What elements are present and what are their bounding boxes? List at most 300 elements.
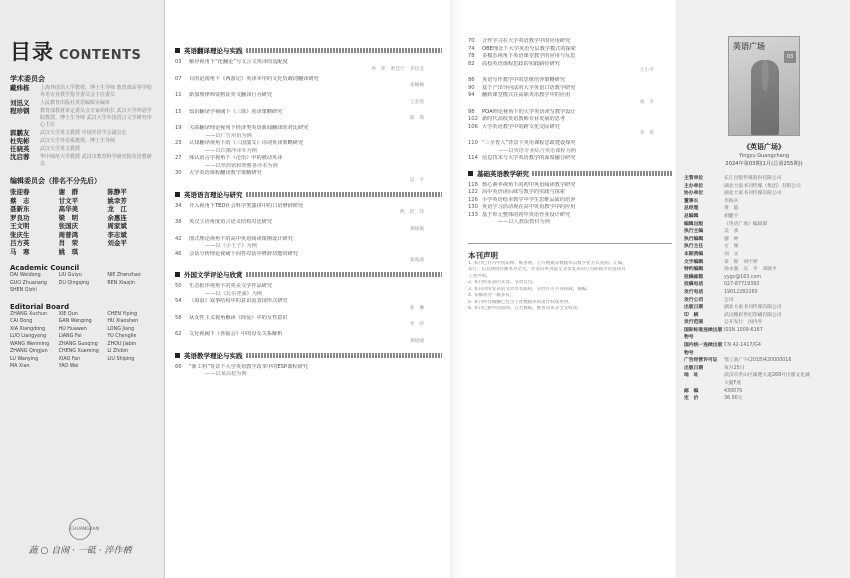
toc-entry[interactable] (468, 197, 672, 205)
editor-name: 周普鸿 (58, 230, 79, 239)
article-title: 英语写作教学中的思维培养策略研究 (482, 77, 566, 83)
editor-name: 陈静平 (107, 188, 127, 196)
notice-line: 发行、信息网络传播本刊全文。作者向本刊提交文章发表的行为即视为同意我刊 (468, 267, 626, 272)
masthead-key: 执行主编 (684, 229, 704, 235)
editor-name: 张迎春 (10, 188, 30, 196)
advisor-row (10, 108, 156, 129)
section-label: 外国文学评论与欣赏 (184, 271, 243, 279)
toc-entry[interactable] (175, 125, 442, 133)
masthead-value: 黄 霞 (724, 206, 739, 212)
page-number: 50 (175, 283, 182, 289)
advisor-name: 戴炜栋 (10, 84, 30, 92)
board-name: LIANG Fei (58, 334, 82, 339)
masthead-key: 总经理 (684, 206, 699, 212)
masthead-row (684, 221, 844, 229)
advisory-heading: 学术委员会 (10, 75, 45, 83)
statue-image (751, 60, 779, 135)
section-rule (246, 192, 443, 197)
article-title: 目的论视角下《西游记》英译本中的文化负载词翻译研究 (189, 75, 319, 82)
article-title: ——以广告用语为例 (205, 132, 252, 139)
board-name: CHENG Xueming (58, 349, 99, 354)
article-title: 翻转课堂模式在高职英语教学中的应用 (482, 92, 571, 98)
toc-entry[interactable] (468, 155, 672, 163)
page-number (175, 163, 189, 171)
masthead-row (684, 297, 844, 305)
advisor-row (10, 146, 156, 153)
article-title: 大学英语课程翻译教学策略研究 (189, 170, 262, 176)
board-name: LU Wanying (10, 356, 39, 362)
article-title: 生态批评视角下的英美文学作品研究 (189, 283, 273, 289)
editor-name: 余惠连 (107, 213, 127, 222)
masthead-key: 特约编辑 (684, 267, 704, 273)
toc-entry[interactable] (468, 46, 672, 54)
advisor-desc: 武汉大学英文教授 中国外语学会副会长 (40, 130, 127, 136)
masthead-key: 出版日期 (684, 305, 704, 311)
article-title: ——以人教版教材为例 (498, 219, 550, 225)
toc-entry[interactable] (468, 109, 672, 117)
page-number: 106 (468, 123, 478, 130)
article-authors: 吴 平 (409, 177, 424, 183)
council-name: DU Qingqing (58, 280, 90, 286)
masthead-row (684, 380, 844, 388)
notice-line: 上述声明。 (468, 273, 491, 279)
article-title: 合作学习在大学英语教学中的应用研究 (482, 38, 571, 44)
masthead-value: 长江出版传媒股份有限公司 (724, 176, 782, 181)
advisor-desc: 上海外国语大学教授、博士生导师 教育部高等学校外语专业教学指导委员会主任委员 (40, 85, 152, 98)
logo-seal-icon: CHUANGKAN (69, 518, 91, 540)
article-title: 基于产出导向法的大学英语口语教学研究 (482, 84, 576, 91)
toc-entry[interactable] (468, 124, 672, 132)
toc-entry[interactable] (468, 92, 672, 100)
toc-entry[interactable] (175, 283, 442, 291)
article-title: 会话分析理论视阈下问答对话中修辞功能的研究 (189, 250, 298, 257)
council-name: DAI Weidong (10, 273, 41, 278)
toc-entry[interactable] (175, 203, 442, 211)
masthead-value: 每月25日 (724, 365, 745, 371)
masthead-row (684, 183, 844, 191)
cover-title: 英语广场 (733, 42, 765, 51)
board-name: HU Xiaoshen (107, 319, 138, 324)
page-number: 82 (468, 60, 475, 67)
toc-entry[interactable] (175, 364, 442, 372)
board-name: LUO Liangyong (10, 334, 47, 339)
masthead-key: 国内统一连续出版物号 (684, 343, 723, 356)
board-name: GAN Wenping (58, 319, 92, 324)
masthead-value: 湖北大家书刊传媒有限公司 (724, 305, 782, 311)
advisory-list (10, 85, 156, 168)
article-title: 文化视阈下《喜福会》中的母女关系解析 (189, 331, 283, 337)
masthead-row (684, 327, 844, 342)
editorial-names (10, 188, 156, 256)
section-entries (175, 203, 442, 265)
page-number: 110 (468, 140, 478, 146)
page-number: 86 (468, 77, 475, 83)
article-title: 关联翻译理论视角下经济类英语新闻翻译的对比研究 (189, 125, 309, 131)
masthead-key: 国际标准连续出版物号 (684, 327, 723, 341)
board-name (107, 363, 156, 371)
masthead-key: 发行电话 (684, 289, 704, 295)
editor-name: 王文明 (10, 222, 30, 230)
article-title: 英汉主语角度语言语义结构对比研究 (189, 219, 273, 225)
article-subtitle[interactable] (468, 148, 672, 156)
toc-entry[interactable] (175, 155, 442, 163)
masthead-value: 方 俊 (724, 244, 739, 250)
masthead-row (684, 213, 844, 221)
masthead-key: 投稿电话 (684, 282, 704, 288)
board-names (10, 311, 156, 371)
page-number (175, 133, 189, 141)
masthead-row (684, 236, 844, 244)
article-authors: 刘晓丽 (409, 338, 424, 344)
editorial-heading: 编辑委员会（排名不分先后） (10, 177, 101, 185)
notice-body (468, 261, 672, 313)
masthead-row (684, 357, 844, 365)
article-title: 体认语言学视角下《论语》中的被动英译 (189, 155, 283, 161)
council-name: SHEN Qizhi (10, 288, 37, 293)
page-number: 118 (468, 181, 478, 188)
section-header (175, 351, 442, 360)
masthead-value: 徐永强 吴 平 邓晓平 (724, 267, 777, 273)
page-number: 19 (175, 125, 182, 131)
board-name: MA Xian (10, 364, 30, 369)
article-title: ——以许渊冲译本为例 (205, 147, 257, 154)
toc-entry[interactable] (468, 61, 672, 69)
masthead-value: ISSN 1009-6167 (724, 327, 763, 333)
page-number (175, 371, 189, 379)
board-name: YU Chenglie (107, 334, 137, 339)
masthead-value: 公司 (724, 297, 734, 303)
article-subtitle[interactable] (175, 133, 442, 141)
masthead-row (684, 251, 844, 259)
advisor-desc: 武汉大学外语系教授、博士生导师 (40, 138, 116, 144)
section-header (175, 270, 442, 279)
article-title: 认知翻译视角下的《三国演义》诗词英译策略研究 (189, 140, 304, 146)
board-name: CAI Dong (10, 319, 33, 324)
advisor-name: 郭鹏友 (10, 129, 30, 137)
masthead-key (684, 380, 724, 388)
masthead-key: 执行编辑 (684, 236, 704, 242)
editor-name: 李志斌 (107, 230, 127, 239)
masthead-row (684, 388, 844, 396)
notice-line: 2. 本刊所发表的文章，文责自负。 (468, 280, 537, 285)
toc-entry[interactable] (175, 170, 442, 178)
article-title: 基于单元整体的初中英语作业设计研究 (482, 211, 571, 218)
masthead-row (684, 198, 844, 206)
council-name: NIE Zhenzhao (107, 273, 141, 278)
page-number: 58 (175, 314, 182, 321)
masthead-info (684, 175, 844, 403)
board-heading: Editorial Board (10, 302, 70, 311)
section-bullet-icon (175, 353, 180, 358)
masthead-value: 430070 (724, 388, 743, 394)
page-number: 133 (468, 211, 478, 218)
section-label: 英语翻译理论与实践 (184, 47, 243, 55)
magazine-pinyin: Yingyu Guangchang (738, 153, 790, 159)
advisor-row (10, 130, 156, 137)
council-name: REN Xiaojin (107, 280, 136, 286)
article-title: OBE理念下大学英语分层教学模式的探索 (482, 45, 576, 52)
title-english: CONTENTS (59, 48, 142, 63)
masthead-value: 李海兵 (724, 198, 739, 204)
toc-entry[interactable] (468, 53, 672, 61)
masthead-key: 出版日期 (684, 365, 704, 371)
notice-line: 1. 本刊已许可中国知网、维普网、万方数据等数据库以数字化方式复制、汇编、 (468, 260, 627, 266)
notice-line: 3. 本刊对所发表的文章享有版权，未经许可不得转载、摘编。 (468, 286, 591, 292)
article-title: 高中英语读后续写教学的实践与探索 (482, 189, 566, 195)
article-title: ——以《小王子》为例 (205, 243, 257, 249)
page-number: 27 (175, 155, 182, 161)
article-title: 高校英语课程思政的实践路径研究 (482, 60, 560, 67)
article-title: 小学英语绘本教学中学生思维品质的培养 (482, 196, 576, 203)
masthead-value: 湖北大家书刊传媒（集团）有限公司 (724, 183, 801, 189)
article-title: 介入视角下TED社会科学类演讲中的口语修辞研究 (189, 202, 304, 209)
toc-entry[interactable] (468, 182, 672, 190)
page-number: 130 (468, 204, 478, 210)
article-title: “三全育人”背景下英语课程思政建设探究 (482, 140, 576, 146)
editor-name: 马 寒 (10, 247, 30, 256)
page-number: 03 (175, 59, 182, 65)
board-name: CHEN Yiping (107, 311, 137, 317)
advisor-row (10, 100, 156, 107)
board-name: ZHANG Qingjun (10, 349, 48, 354)
article-title: 大学英语教学中的跨文化交际研究 (482, 123, 560, 130)
editor-name: 吕方英 (10, 239, 30, 247)
notice-title: 本刊声明 (468, 243, 672, 261)
toc-entry[interactable] (175, 109, 442, 117)
article-title: 新加坡律师资格证英文翻译行为研究 (189, 92, 273, 98)
masthead-row (684, 274, 844, 282)
board-name: YAO Wei (58, 364, 79, 369)
board-name: ZHANG Guoqing (58, 341, 98, 347)
section-bullet-icon (175, 48, 180, 53)
masthead-row (684, 342, 844, 357)
publisher-logo (20, 518, 140, 570)
masthead-key: 定 价 (684, 396, 699, 402)
council-heading: Academic Council (10, 264, 80, 272)
masthead-value: 刘 文 (724, 251, 739, 257)
masthead-key: 发行范围 (684, 320, 704, 326)
editor-name: 罗良功 (10, 213, 30, 222)
board-name: XIE Qun (58, 311, 78, 317)
masthead-key: 地 址 (684, 373, 699, 379)
section-label: 英语教学理论与实践 (184, 351, 243, 360)
masthead-row (684, 259, 844, 267)
article-subtitle[interactable] (175, 243, 442, 251)
board-name: ZHOU Jiabin (107, 341, 137, 347)
masthead-key: 文字编辑 (684, 259, 704, 265)
notice-line: 6. 本刊已被中国知网、万方数据、维普资讯等全文收录。 (468, 306, 582, 311)
masthead-row (684, 312, 844, 320)
toc-entry[interactable] (468, 212, 672, 220)
article-subtitle[interactable] (175, 163, 442, 171)
title-chinese: 目录 (10, 40, 54, 64)
article-authors: 张海波 (409, 258, 424, 263)
masthead-key: 主管单位 (684, 176, 704, 181)
masthead-value: 吴 承 (724, 229, 739, 235)
masthead-row (684, 304, 844, 312)
article-title: 多模态视角下英语课堂教学的应用与反思 (482, 53, 576, 59)
article-title: 图式理论视角下的高中英语阅读课例设计研究 (189, 235, 293, 242)
toc-entry[interactable] (175, 76, 442, 84)
toc-entry[interactable] (175, 59, 442, 67)
advisor-desc: 武汉大学英文教授 (40, 146, 81, 152)
page-number (175, 291, 189, 299)
editor-name (107, 248, 156, 257)
page-number: 46 (175, 250, 182, 257)
section-bullet-icon (175, 192, 180, 197)
masthead-value: 公开发行 国内外 (724, 320, 763, 326)
masthead-value: CN 42-1417/G4 (724, 343, 761, 349)
article-subtitle[interactable] (468, 219, 672, 227)
toc-entry[interactable] (468, 38, 672, 46)
council-name: GUO Zhuanang (10, 280, 47, 286)
toc-entry[interactable] (175, 298, 442, 306)
article-title: ——以《瓦尔登湖》为例 (205, 290, 263, 297)
masthead-value: 《英语广场》编辑部 (724, 221, 768, 227)
editor-name: 梁 明 (58, 213, 79, 222)
masthead-value: 027-87719393 (724, 282, 760, 288)
council-name (107, 287, 156, 295)
toc-entry[interactable] (468, 189, 672, 197)
masthead-value: 武汉精彩世纪印刷有限公司 (724, 312, 782, 318)
page-number: 42 (175, 235, 182, 242)
article-authors: 郑 琦 (409, 116, 424, 121)
masthead-value: 大厦F座 (724, 381, 742, 387)
masthead-row (684, 266, 844, 274)
article-subtitle[interactable] (175, 371, 442, 379)
article-title: 知识翻译学视阈下《三体》英译策略研究 (189, 108, 283, 115)
masthead-key: 本期责编 (684, 251, 704, 257)
toc-entry[interactable] (175, 236, 442, 244)
advisor-row (10, 154, 156, 168)
page-number: 122 (468, 189, 478, 195)
advisor-desc: 华中师范大学教授 武汉市教育科学研究院英语教研员 (40, 154, 152, 167)
masthead-row (684, 281, 844, 289)
page-number: 102 (468, 116, 478, 122)
article-title: POA理论视角下的大学英语读写教学设计 (482, 108, 576, 115)
masthead-value: 鄂工商广字(2018)420000016 (724, 358, 792, 364)
editor-name: 甘文平 (58, 196, 79, 205)
board-name: LI Zhibin (107, 349, 129, 354)
page-number: 98 (468, 108, 475, 115)
editor-name: 肖 荣 (58, 239, 79, 247)
article-authors: 李 欣 (409, 322, 424, 327)
article-authors: 张楠楠 (409, 83, 424, 88)
masthead-row (684, 205, 844, 213)
article-title: 《海浪》叙事结构中的意识流表现形式研究 (189, 298, 288, 304)
article-title: 核心素养视角下的初中英语阅读教学研究 (482, 181, 576, 188)
page-number: 62 (175, 331, 182, 337)
masthead-value: 湖北大家书刊传媒有限公司 (724, 191, 782, 197)
magazine-issue: 2024年第03期(1月(总第255期)) (725, 161, 803, 167)
article-subtitle[interactable] (175, 148, 442, 156)
section-entries (175, 59, 442, 184)
section-bullet-icon (175, 272, 180, 277)
toc-entry[interactable] (468, 85, 672, 93)
masthead-value: yygc@163.com (724, 274, 762, 280)
board-name: XIA Xiangdong (10, 326, 46, 332)
advisor-row (10, 138, 156, 145)
masthead-key: 编辑出版 (684, 221, 704, 227)
magazine-cover (728, 36, 800, 136)
article-subtitle[interactable] (175, 291, 442, 299)
section-rule (246, 48, 443, 53)
toc-entry[interactable] (175, 219, 442, 227)
page-number (175, 148, 189, 156)
masthead-key: 主办单位 (684, 183, 704, 189)
article-title: “新工科”背景下大学英语教学改革中的ESP课程研究 (189, 363, 308, 370)
section-entries (175, 283, 442, 345)
masthead-row (684, 319, 844, 327)
masthead-row (684, 175, 844, 183)
editor-name: 高华美 (58, 205, 79, 213)
advisor-row (10, 85, 156, 99)
toc-entry[interactable] (175, 315, 442, 323)
toc-entry[interactable] (175, 140, 442, 148)
masthead-key: 广告经营许可证 (684, 358, 718, 364)
masthead-value: 19012282260 (724, 289, 758, 295)
article-authors: 张 琳 (409, 305, 424, 311)
toc-entry[interactable] (468, 77, 672, 85)
council-names (10, 272, 156, 295)
section-header (175, 190, 442, 199)
section-rule (246, 272, 443, 277)
contents-sidebar (0, 0, 165, 578)
editor-name: 谢 群 (58, 188, 79, 196)
article-title: ——以辜鸿铭和理雅各译本为例 (205, 162, 278, 169)
masthead-value: 章 辉 刘宇婷 (724, 259, 758, 265)
article-title: 新时代高校英语教师专业发展的思考 (482, 116, 566, 122)
section-label: 英语语言理论与研究 (184, 190, 243, 199)
masthead-row (684, 243, 844, 251)
editor-name: 龙 江 (107, 205, 127, 213)
page-number: 30 (175, 170, 182, 176)
masthead-key: 执行主任 (684, 244, 704, 250)
page-number: 11 (175, 92, 182, 98)
masthead-value: 胡健宇 (724, 213, 739, 219)
advisor-desc: 人民教育出版社英语编辑室编审 (40, 100, 111, 106)
toc-entry[interactable] (468, 140, 672, 148)
page-number: 66 (175, 363, 182, 370)
section-bullet-icon (468, 171, 473, 176)
toc-entry[interactable] (468, 116, 672, 124)
notice-line: 5. 本刊所付稿酬已包含上述数据库的著作权使用费。 (468, 299, 573, 305)
board-name: HU Huawen (58, 326, 87, 332)
toc-entry[interactable] (175, 251, 442, 259)
toc-entries-continued (468, 38, 672, 163)
toc-entry[interactable] (175, 331, 442, 339)
masthead-key: 董事长 (684, 198, 699, 204)
article-title: ——以某高校为例 (205, 371, 247, 377)
page-number (175, 243, 189, 251)
editor-name: 张国庆 (58, 222, 79, 230)
page-number: 54 (175, 298, 182, 304)
page-number: 07 (175, 75, 182, 82)
notice-line: 4. 来稿请勿一稿多投。 (468, 293, 515, 298)
toc-entry[interactable] (175, 92, 442, 100)
toc-page-left (165, 0, 450, 578)
contents-title (10, 36, 156, 66)
page-number: 90 (468, 84, 475, 91)
editor-name: 蔡 志 (10, 196, 30, 205)
section-rule (246, 353, 443, 358)
section-entries (175, 364, 442, 379)
toc-entry[interactable] (468, 204, 672, 212)
masthead-row (684, 289, 844, 297)
board-name: LONG Jiang (107, 326, 135, 332)
advisor-name: 刘迅义 (10, 99, 30, 107)
masthead-row (684, 395, 844, 403)
